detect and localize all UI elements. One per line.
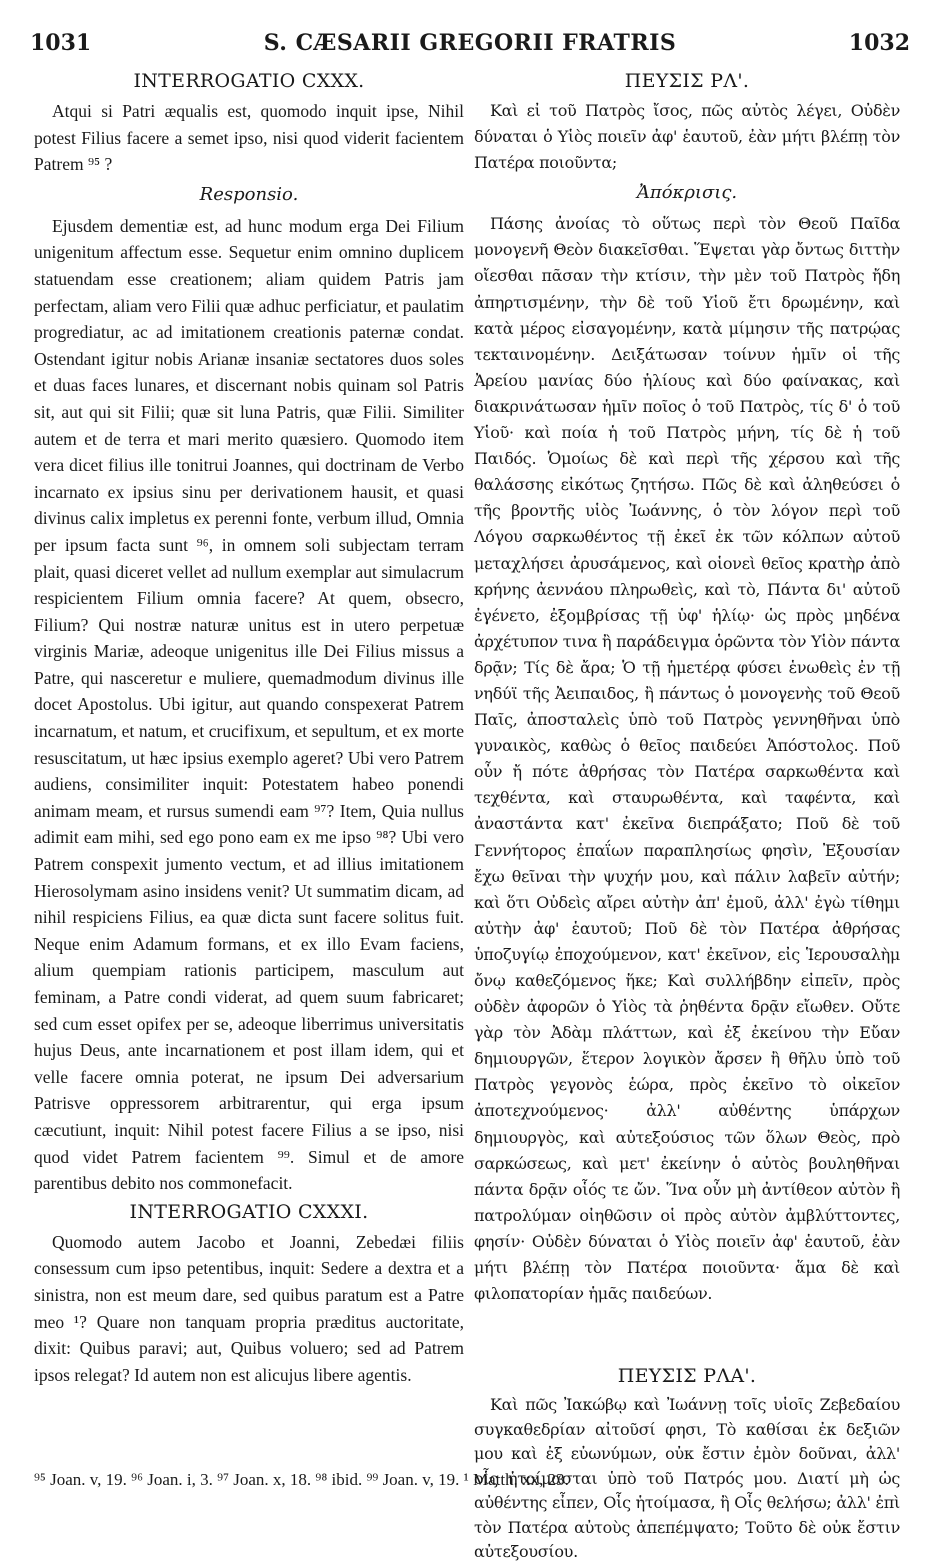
- greek-response-label: Ἀπόκρισις.: [636, 182, 738, 204]
- greek-response-text: Πάσης ἀνοίας τὸ οὕτως περὶ τὸν Θεοῦ Παῖδα μονογενῆ Θεὸν διακεῖσθαι. Ἕψεται γὰρ ὄντως διττὴν οἴεσθαι πᾶσαν τὴν κτίσιν, τὴν μὲν τοῦ Πατρὸς ἤδη ἀπηρτισμένην, τὴν δὲ τοῦ Υἱοῦ ἔτι δρωμένην, καὶ κατὰ μέρος εἰσαγομένην, κατὰ μίμησιν τῆς πατρῴας τεκταινομένην. Δειξάτωσαν τοίνυν ἡμῖν οἱ τῆς Ἀρείου μανίας δύο ἡλίους καὶ δύο φαίνακας, καὶ διακρινάτωσαν ἡμῖν ποῖος ὁ τοῦ Πατρὸς, τίς δ' ὁ τοῦ Υἱοῦ· καὶ ποία ἡ τοῦ Πατρὸς μήνη, τίς δὲ ἡ τοῦ Παιδός. Ὁμοίως δὲ καὶ περὶ τῆς χέρσου καὶ τῆς θαλάσσης εἰκότως ζητήσω. Πῶς δὲ καὶ ἀληθεύσει ὁ τῆς βροντῆς υἱὸς Ἰωάννης, ὁ τὸν λόγον περὶ τοῦ Λόγου σαρκωθέντος τῇ ἐκεῖ ἐκ τῶν κόλπων αὐτοῦ μεταχλήσει ἀρυσάμενος, καὶ οἱονεὶ θεῖος κρατὴρ ἀπὸ κρήνης ἀεννάου πληρωθεὶς, καὶ τὸ, Πάντα δι' αὐτοῦ ἐγένετο, ἐξομβρίσας τῇ ὑφ' ἡλίῳ· ὡς πρὸς μηδένα ἀρχέτυπον τινα ἢ παράδειγμα ὁρῶντα τὸν Υἱὸν πάντα δρᾷν; Τίς δὲ ἄρα; Ὁ τῇ ἡμετέρᾳ φύσει ἑνωθεὶς ἐν τῇ νηδύϊ τῆς Ἀειπαιδος, ἢ πάντως ὁ μονογενὴς τοῦ Θεοῦ Παῖς, ἀποσταλεὶς ὑπὸ τοῦ Πατρὸς γεννηθῆναι ὑπὸ γυναικὸς, καθὼς ὁ θεῖος παιδεύει Ἀπόστολος. Ποῦ οὖν ἤ πότε ἀθρήσας τὸν Πατέρα σαρκωθέντα καὶ τεχθέντα, καὶ σταυρωθέντα, καὶ ταφέντα, καὶ ἀναστάντα κατ' ἐκεῖνα διεπράξατο; Ποῦ δὲ τοῦ Γεννήτορος ἐπαΐων παραπλησίως φησὶν, Ἐξουσίαν ἔχω θεῖναι τὴν ψυχήν μου, καὶ πάλιν λαβεῖν αὐτήν; καὶ ὅτι Οὐδεὶς αἴρει αὐτὴν ἀπ' ἐμοῦ, ἀλλ' ἐγὼ τίθημι αὐτὴν ἀφ' ἑαυτοῦ; Ποῦ δὲ τὸν Πατέρα ἀθρήσας ὑποζυγίῳ ἐποχούμενον, κατ' ἐκεῖνον, εἰς Ἱερουσαλὴμ ὄνῳ καθεζόμενος ἥκε; Καὶ συλλήβδην εἰπεῖν, πρὸς οὐδὲν ἀφορῶν ὁ Υἱὸς τὰ ῥηθέντα δρᾷν εἴωθεν. Οὔτε γὰρ τὸν Ἀδὰμ πλάττων, καὶ ἐξ ἐκείνου τὴν Εὔαν δημιουργῶν, ἕτερον λογικὸν ἄρσεν ἢ θῆλυ ὑπὸ τοῦ Πατρὸς γεγονὸς ἑώρα, πρὸς ἐκεῖνο τὸ οἰκεῖον ἀποτεχνούμενος· ἀλλ' αὐθέντης ὑπάρχων δημιουργὸς, καὶ αὐτεξούσιος τῶν ὅλων Θεὸς, πρὸ σαρκώσεως, καὶ μετ' ἐκείνην ὁ αὐτὸς βουληθῆναι πάντα δρᾷν οἷός τε ὤν. Ἵνα οὖν μὴ ἀντίθεον αὐτὸν ἢ πατρολύμαν οἰηθῶσιν οἱ πρὸς αὐτὸν ἀμβλύττοντες, φησίν· Οὐδὲν δύναται ὁ Υἱὸς ποιεῖν ἀφ' ἑαυτοῦ, ἐὰν μήτι βλέπῃ τὸν Πατέρα ποιοῦντα· ἅμα δὲ καὶ φιλοπατορίαν ἡμᾶς παιδεύων.: [474, 214, 900, 1304]
- greek-question-text-2: Καὶ πῶς Ἰακώβῳ καὶ Ἰωάννῃ τοῖς υἱοῖς Ζεβεδαίου συγκαθεδρίαν αἰτοῦσί φησι, Τὸ καθίσαι ἐκ δεξιῶν μου καὶ ἐξ εὐωνύμων, οὐκ ἔστιν ἐμὸν δοῦναι, ἀλλ' οἷς ἡτοίμασται ὑπὸ τοῦ Πατρός μου. Διατί μὴ ὡς αὐθέντης εἶπεν, Οἷς ἡτοίμασα, ἢ Οἷς θελήσω; ἀλλ' ἐπὶ τὸν Πατέρα αὐτοὺς ἀπεπέμψατο; Τοῦτο δὲ οὐκ ἔστιν αὐτεξουσίου.: [474, 1395, 900, 1562]
- page-number-left: 1031: [30, 30, 92, 56]
- greek-question-text: Καὶ εἰ τοῦ Πατρὸς ἴσος, πῶς αὐτὸς λέγει, Οὐδὲν δύναται ὁ Υἱὸς ποιεῖν ἀφ' ἑαυτοῦ, ἐὰν μήτι βλέπῃ τὸν Πατέρα ποιοῦντα;: [474, 101, 900, 173]
- latin-response-label: Responsio.: [199, 183, 299, 205]
- page-header: [30, 30, 910, 60]
- latin-column: [34, 70, 464, 1388]
- footnotes: ⁹⁵ Joan. v, 19. ⁹⁶ Joan. i, 3. ⁹⁷ Joan. x, 18. ⁹⁸ ibid. ⁹⁹ Joan. v, 19. ¹ Matth. xx, 23.: [34, 1470, 569, 1489]
- latin-response-text: Ejusdem dementiæ est, ad hunc modum erga Dei Filium unigenitum affectum esse. Sequetur enim omnino duplicem statuendam esse creationem; aliam quidem Patris jam perfectam, aliam vero Filii quæ adhuc perficiatur, et paulatim progrediatur, ac ad imitationem creationis paternæ condat. Ostendant igitur nobis Arianæ insaniæ sectatores duos soles et duas faces lunares, et discernant nobis quinam sol Patris sit, aut qui sit Filii; quæ sit luna Patris, quæ Filii. Similiter autem et de terra et mari merito quæsiero. Quomodo item vera dicet filius ille tonitrui Joannes, qui doctrinam de Verbo incarnato ex ipsius sinu per derivationem hausit, et quasi divinus calix impletus ex perenni fonte, verbum illud, Omnia per ipsum facta sunt ⁹⁶, in omnem soli subjectam terram plait, quasi diceret vellet ad nullum exemplar aut simulacrum respicientem Filium omnia facere? At quem, obsecro, Filium? Qui nostræ naturæ unitus est in utero perpetuæ virginis Mariæ, adeoque unigenitus ille Dei Filius missus a Patre, qui nasceretur e muliere, quemadmodum divinus ille docet Apostolus. Ubi igitur, aut quando conspexerat Patrem incarnatum, et natum, et crucifixum, et sepultum, et ex morte resuscitatum, ut hæc ipsius exemplo ageret? Ubi vero Patrem audiens, consimiliter inquit: Potestatem habeo ponendi animam meam, et rursus sumendi eam ⁹⁷? Item, Quia nullus adimit eam mihi, sed ego pono eam ex me ipso ⁹⁸? Ubi vero Patrem conspexit jumento vectum, et ad illius imitationem Hierosolymam asino insidens venit? Ut summatim dicam, ad nihil respiciens Filius, ea quæ dicta sunt facere solitus fuit. Neque enim Adamum formans, et ex illo Evam faciens, alium quempiam rationis participem, masculum aut feminam, a Patre condi viderat, ad quem suum fabricaret; sed cum esset opifex per se, adeoque liberrimus universitatis hujus Deus, ante incarnationem et post illam idem, qui et velle facere omnia poterat, ne ipsum Dei adversarium Patrisve oppressorem arbitrarentur, qui erga ipsum cæcutiunt, inquit: Nihil potest facere Filius a se ipso, nisi quod videt Patrem facientem ⁹⁹. Simul et de amore parentibus debito nos commonefacit.: [34, 215, 464, 1194]
- greek-column: [474, 70, 900, 1565]
- latin-question-heading-2: INTERROGATIO CXXXI.: [129, 1200, 369, 1223]
- running-title: S. CÆSARII GREGORII FRATRIS: [263, 30, 677, 56]
- greek-question-heading: ΠΕΥΣΙΣ ΡΛ'.: [624, 70, 750, 92]
- latin-question-text: Atqui si Patri æqualis est, quomodo inquit ipse, Nihil potest Filius facere a semet ipso, nisi quod viderit facientem Patrem ⁹⁵ ?: [34, 101, 464, 175]
- greek-question-heading-2: ΠΕΥΣΙΣ ΡΛΑ'.: [617, 1365, 757, 1388]
- column-gap: [474, 1307, 900, 1365]
- latin-question-heading: INTERROGATIO CXXX.: [133, 70, 365, 92]
- page-number-right: 1032: [848, 30, 910, 56]
- latin-question-text-2: Quomodo autem Jacobo et Joanni, Zebedæi filiis consessum cum ipso petentibus, inquit: Sedere a dextra et a sinistra, non est meum dare, sed quibus paratum est a Patre meo ¹? Quare non tanquam propria præditus auctoritate, dixit: Quibus paravi; aut, Quibus voluero; sed ad Patrem ipsos relegat? Id autem non est alicujus libere agentis.: [34, 1231, 464, 1385]
